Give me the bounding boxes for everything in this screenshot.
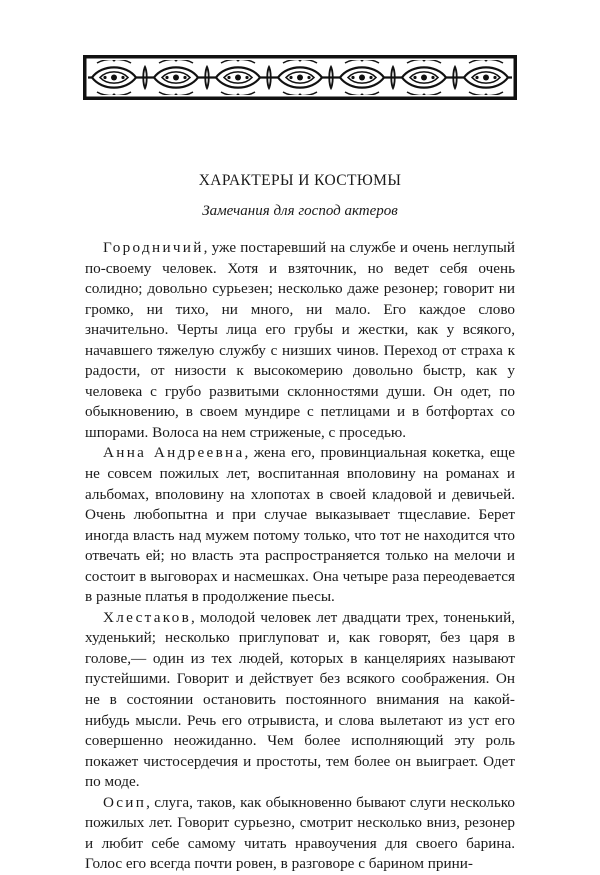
paragraph-text: , уже постаревший на службе и очень неглупый по-своему человек. Хотя и взяточник, но ведет себя очень солидно; довольно сурьезен; несколько даже резонер; говорит ни громко, ни тихо, ни много, ни мало. Его каждое слово значительно. Черты лица его грубы и жестки, как у всякого, начавшего тяжелую службу с низших чинов. Переход от страха к радости, от низости к высокомерию довольно быстр, как у человека с грубо развитыми склонностями души. Он одет, по обыкновению, в своем мундире с петлицами и в ботфортах со шпорами. Волоса на нем стриженые, с проседью. [85,239,515,441]
character-name: Хлестаков [103,608,192,626]
paragraph-osip [85,793,515,875]
character-name: Анна Андреевна [103,444,245,462]
paragraph-khlestakov [85,608,515,793]
character-name: Городничий [103,239,204,256]
ornamental-border [83,55,517,100]
paragraph-text: , жена его, провинциальная кокетка, еще не совсем пожилых лет, воспитанная вполовину на романах и альбомах, вполовину на хлопотах в своей кладовой и девичьей. Очень любопытна и при случае выказывает тщеславие. Берет иногда власть над мужем потому только, что тот не находится что отвечать ей; но власть эта распространяется только на мелочи и состоит в выговорах и насмешках. Она четыре раза переодевается в разные платья в продолжение пьесы. [85,444,515,606]
paragraph-text: , слуга, таков, как обыкновенно бывают слуги несколько пожилых лет. Говорит сурьезно, смотрит несколько вниз, резонер и любит себе самому читать нравоучения для своего барина. Голос его всегда почти ровен, в разговоре с барином прини- [85,793,515,873]
text-body [85,238,515,875]
paragraph-gorodnichiy [85,238,515,443]
character-name: Осип [103,793,147,811]
section-subtitle: Замечания для господ актеров [202,203,398,219]
section-title: ХАРАКТЕРЫ И КОСТЮМЫ [198,172,402,189]
paragraph-text: , молодой человек лет двадцати трех, тоненький, худенький; несколько приглуповат и, как говорят, без царя в голове,— один из тех людей, которых в канцеляриях называют пустейшими. Говорит и действует без всякого соображения. Он не в состоянии остановить постоянного внимания на какой-нибудь мысли. Речь его отрывиста, и слова вылетают из уст его совершенно неожиданно. Чем более исполняющий эту роль покажет чистосердечия и простоты, тем более он выиграет. Одет по моде. [85,608,515,791]
paragraph-anna-andreevna [85,443,515,607]
